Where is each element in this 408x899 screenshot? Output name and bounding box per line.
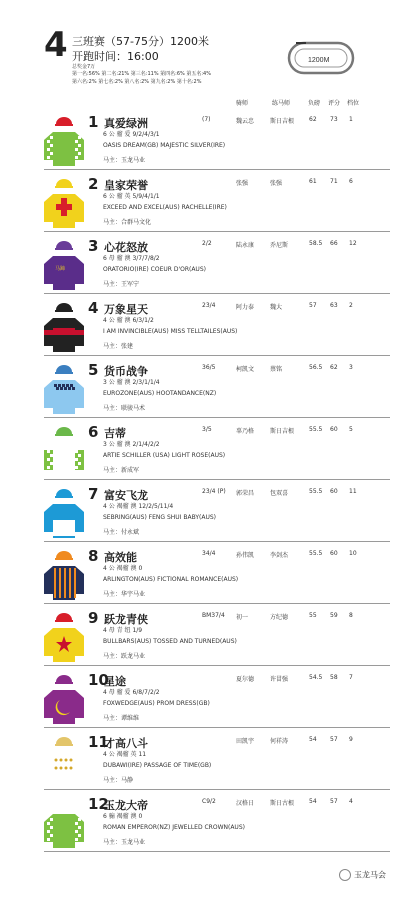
barrier-draw: 12 bbox=[349, 240, 357, 247]
row-divider bbox=[44, 417, 390, 418]
barrier-draw: 2 bbox=[349, 302, 353, 309]
horse-number: 1 bbox=[88, 113, 99, 131]
horse-rating: 60 bbox=[330, 426, 338, 433]
horse-name: 心花怒放 bbox=[104, 241, 148, 254]
horse-owner: 马主：联骏马术 bbox=[103, 405, 146, 412]
race-number: 4 bbox=[44, 25, 68, 65]
horse-odds: C9/2 bbox=[202, 798, 216, 805]
horse-entry bbox=[0, 606, 408, 666]
horse-rating: 57 bbox=[330, 798, 338, 805]
horse-number: 9 bbox=[88, 609, 99, 627]
horse-name: 跃龙青侠 bbox=[104, 613, 148, 626]
horse-odds: 23/4 (P) bbox=[202, 488, 226, 495]
horse-owner: 马主：张建 bbox=[103, 343, 134, 350]
carried-weight: 54 bbox=[309, 798, 317, 805]
horse-details: 6 公 骝 英 5/9/4/1/1 bbox=[103, 193, 160, 200]
row-divider bbox=[44, 789, 390, 790]
carried-weight: 54.5 bbox=[309, 674, 323, 681]
trainer-name: 魏大 bbox=[270, 304, 283, 311]
carried-weight: 55 bbox=[309, 612, 317, 619]
trainer-name: 何祥涛 bbox=[270, 738, 289, 745]
horse-pedigree: I AM INVINCIBLE(AUS) MISS TELLTAILES(AUS) bbox=[103, 328, 238, 335]
horse-details: 4 母 青 纽 1/9 bbox=[103, 627, 143, 634]
horse-pedigree: ARLINGTON(AUS) FICTIONAL ROMANCE(AUS) bbox=[103, 576, 239, 583]
barrier-draw: 7 bbox=[349, 674, 353, 681]
horse-owner: 马主：跃龙马业 bbox=[103, 653, 146, 660]
horse-name: 吉蒂 bbox=[104, 427, 126, 440]
trainer-name: 李剑杰 bbox=[270, 552, 289, 559]
carried-weight: 55.5 bbox=[309, 550, 323, 557]
col-trainer: 练马师 bbox=[272, 100, 291, 107]
horse-rating: 60 bbox=[330, 550, 338, 557]
horse-entry bbox=[0, 234, 408, 294]
jockey-name: 孙伟凯 bbox=[236, 552, 255, 559]
jockey-name: 魏云忠 bbox=[236, 118, 255, 125]
col-rating: 评分 bbox=[328, 100, 341, 107]
race-prize: 总奖金7万 bbox=[72, 64, 96, 70]
jockey-silks-icon bbox=[44, 730, 84, 788]
horse-odds: 2/2 bbox=[202, 240, 212, 247]
trainer-name: 斯日吉根 bbox=[270, 428, 295, 435]
horse-details: 3 公 骝 澳 2/1/4/2/2 bbox=[103, 441, 160, 448]
jockey-name: 夏尔德 bbox=[236, 676, 255, 683]
horse-entry bbox=[0, 110, 408, 170]
carried-weight: 55.5 bbox=[309, 426, 323, 433]
horse-pedigree: BULLBARS(AUS) TOSSED AND TURNED(AUS) bbox=[103, 638, 237, 645]
horse-entry bbox=[0, 730, 408, 790]
horse-entry bbox=[0, 792, 408, 852]
horse-number: 12 bbox=[88, 795, 109, 813]
barrier-draw: 6 bbox=[349, 178, 353, 185]
trainer-name: 乔尼斯 bbox=[270, 242, 289, 249]
jockey-silks-icon bbox=[44, 420, 84, 478]
barrier-draw: 11 bbox=[349, 488, 357, 495]
col-draw: 档位 bbox=[347, 100, 360, 107]
horse-rating: 59 bbox=[330, 612, 338, 619]
horse-pedigree: ROMAN EMPEROR(NZ) JEWELLED CROWN(AUS) bbox=[103, 824, 245, 831]
jockey-name: 阿力泰 bbox=[236, 304, 255, 311]
horse-odds: 36/5 bbox=[202, 364, 216, 371]
horse-number: 4 bbox=[88, 299, 99, 317]
race-header bbox=[0, 0, 408, 96]
horse-pedigree: SEBRING(AUS) FENG SHUI BABY(AUS) bbox=[103, 514, 217, 521]
prize-split bbox=[72, 70, 272, 86]
horse-entry bbox=[0, 420, 408, 480]
horse-pedigree: EXCEED AND EXCEL(AUS) RACHELLE(IRE) bbox=[103, 204, 227, 211]
horse-name: 万象星天 bbox=[104, 303, 148, 316]
horse-owner: 马主：玉龙马业 bbox=[103, 839, 146, 846]
horse-name: 皇家荣誉 bbox=[104, 179, 148, 192]
barrier-draw: 1 bbox=[349, 116, 353, 123]
jockey-name: 郭荣昌 bbox=[236, 490, 255, 497]
horse-owner: 马主：合群马文化 bbox=[103, 219, 152, 226]
horse-owner: 马主：马静 bbox=[103, 777, 134, 784]
horse-number: 10 bbox=[88, 671, 109, 689]
horse-rating: 57 bbox=[330, 736, 338, 743]
horse-rating: 60 bbox=[330, 488, 338, 495]
race-start-time: 开跑时间：16:00 bbox=[72, 50, 159, 63]
horse-name: 高效能 bbox=[104, 551, 137, 564]
jockey-silks-icon bbox=[44, 482, 84, 540]
row-divider bbox=[44, 231, 390, 232]
horse-details: 6 母 骝 澳 3/7/7/8/2 bbox=[103, 255, 160, 262]
trainer-name: 斯日古根 bbox=[270, 800, 295, 807]
horse-entry bbox=[0, 544, 408, 604]
carried-weight: 55.5 bbox=[309, 488, 323, 495]
jockey-silks-icon bbox=[44, 668, 84, 726]
watermark-text: 玉龙马会 bbox=[354, 870, 386, 880]
carried-weight: 56.5 bbox=[309, 364, 323, 371]
barrier-draw: 4 bbox=[349, 798, 353, 805]
track-diagram bbox=[286, 40, 356, 76]
horse-pedigree: ORATORIO(IRE) COEUR D'OR(AUS) bbox=[103, 266, 206, 273]
horse-details: 4 母 骝 爱 6/8/7/2/2 bbox=[103, 689, 160, 696]
horse-rating: 71 bbox=[330, 178, 338, 185]
row-divider bbox=[44, 541, 390, 542]
svg-text:马蹄: 马蹄 bbox=[55, 266, 66, 272]
horse-entry bbox=[0, 668, 408, 728]
carried-weight: 58.5 bbox=[309, 240, 323, 247]
horse-owner: 马主：付永斌 bbox=[103, 529, 140, 536]
horse-name: 星途 bbox=[104, 675, 126, 688]
horse-number: 6 bbox=[88, 423, 99, 441]
prize-split-line: 第六名:2% 第七名:2% 第八名:2% 第九名:2% 第十名:2% bbox=[72, 79, 202, 85]
horse-number: 5 bbox=[88, 361, 99, 379]
carried-weight: 57 bbox=[309, 302, 317, 309]
horse-number: 3 bbox=[88, 237, 99, 255]
horse-owner: 马主：谭维维 bbox=[103, 715, 140, 722]
horse-details: 3 公 骝 澳 2/3/1/1/4 bbox=[103, 379, 160, 386]
trainer-name: 许冒强 bbox=[270, 676, 289, 683]
horse-odds: 34/4 bbox=[202, 550, 216, 557]
carried-weight: 54 bbox=[309, 736, 317, 743]
horse-pedigree: FOXWEDGE(AUS) PROM DRESS(GB) bbox=[103, 700, 210, 707]
horse-pedigree: OASIS DREAM(GB) MAJESTIC SILVER(IRE) bbox=[103, 142, 226, 149]
trainer-name: 蔡铭 bbox=[270, 366, 283, 373]
jockey-name: 初一 bbox=[236, 614, 249, 621]
horse-name: 真爱绿洲 bbox=[104, 117, 148, 130]
col-jockey: 骑师 bbox=[236, 100, 249, 107]
horse-owner: 马主：华宇马业 bbox=[103, 591, 146, 598]
trainer-name: 包双喜 bbox=[270, 490, 289, 497]
jockey-name: 张强 bbox=[236, 180, 249, 187]
jockey-silks-icon bbox=[44, 792, 84, 850]
barrier-draw: 10 bbox=[349, 550, 357, 557]
jockey-silks-icon bbox=[44, 296, 84, 354]
trainer-name: 张强 bbox=[270, 180, 283, 187]
horse-name: 才高八斗 bbox=[104, 737, 148, 750]
carried-weight: 61 bbox=[309, 178, 317, 185]
row-divider bbox=[44, 293, 390, 294]
row-divider bbox=[44, 727, 390, 728]
horse-pedigree: DUBAWI(IRE) PASSAGE OF TIME(GB) bbox=[103, 762, 212, 769]
horse-name: 货币战争 bbox=[104, 365, 148, 378]
horse-owner: 马主：新成军 bbox=[103, 467, 140, 474]
horse-entry bbox=[0, 482, 408, 542]
col-weight: 负磅 bbox=[308, 100, 321, 107]
horse-entry bbox=[0, 358, 408, 418]
horse-pedigree: ARTIE SCHILLER (USA) LIGHT ROSE(AUS) bbox=[103, 452, 226, 459]
horse-owner: 马主：王军宁 bbox=[103, 281, 140, 288]
horse-details: 4 公 褐骝 英 11 bbox=[103, 751, 147, 758]
jockey-silks-icon bbox=[44, 172, 84, 230]
row-divider bbox=[44, 169, 390, 170]
horse-name: 玉龙大帝 bbox=[104, 799, 148, 812]
row-divider bbox=[44, 355, 390, 356]
horse-details: 6 公 骝 爱 9/2/4/3/1 bbox=[103, 131, 160, 138]
jockey-silks-icon bbox=[44, 358, 84, 416]
horse-odds: 23/4 bbox=[202, 302, 216, 309]
row-divider bbox=[44, 603, 390, 604]
jockey-name: 柯凯文 bbox=[236, 366, 255, 373]
jockey-name: 田凯宇 bbox=[236, 738, 255, 745]
horse-details: 4 公 褐骝 澳 0 bbox=[103, 565, 143, 572]
trainer-name: 方纪德 bbox=[270, 614, 289, 621]
row-divider bbox=[44, 665, 390, 666]
horse-name: 富安飞龙 bbox=[104, 489, 148, 502]
watermark bbox=[339, 869, 386, 881]
horse-details: 6 骟 褐骝 澳 0 bbox=[103, 813, 143, 820]
race-title: 三班赛（57-75分）1200米 bbox=[72, 35, 209, 48]
horse-number: 8 bbox=[88, 547, 99, 565]
jockey-silks-icon bbox=[44, 234, 84, 292]
horse-owner: 马主：玉龙马业 bbox=[103, 157, 146, 164]
jockey-name: 陆永康 bbox=[236, 242, 255, 249]
jockey-silks-icon bbox=[44, 606, 84, 664]
barrier-draw: 5 bbox=[349, 426, 353, 433]
barrier-draw: 9 bbox=[349, 736, 353, 743]
horse-details: 4 公 褐骝 澳 12/2/5/11/4 bbox=[103, 503, 174, 510]
horse-entry bbox=[0, 296, 408, 356]
horse-number: 7 bbox=[88, 485, 99, 503]
trainer-name: 斯日吉根 bbox=[270, 118, 295, 125]
wechat-icon bbox=[339, 869, 351, 881]
jockey-silks-icon bbox=[44, 544, 84, 602]
jockey-name: 辜乃格 bbox=[236, 428, 255, 435]
horse-pedigree: EUROZONE(AUS) HOOTANDANCE(NZ) bbox=[103, 390, 217, 397]
horse-odds: 3/5 bbox=[202, 426, 212, 433]
horse-number: 11 bbox=[88, 733, 109, 751]
row-divider bbox=[44, 479, 390, 480]
horse-number: 2 bbox=[88, 175, 99, 193]
carried-weight: 62 bbox=[309, 116, 317, 123]
horse-entry bbox=[0, 172, 408, 232]
barrier-draw: 3 bbox=[349, 364, 353, 371]
barrier-draw: 8 bbox=[349, 612, 353, 619]
horse-rating: 73 bbox=[330, 116, 338, 123]
horse-odds: BM37/4 bbox=[202, 612, 225, 619]
prize-split-line: 第一名:56% 第二名:21% 第三名:11% 第四名:6% 第五名:4% bbox=[72, 71, 211, 77]
jockey-silks-icon bbox=[44, 110, 84, 168]
horse-rating: 58 bbox=[330, 674, 338, 681]
horse-rating: 66 bbox=[330, 240, 338, 247]
track-distance: 1200M bbox=[308, 57, 330, 64]
horse-rating: 63 bbox=[330, 302, 338, 309]
jockey-name: 汉格日 bbox=[236, 800, 255, 807]
horse-rating: 62 bbox=[330, 364, 338, 371]
horse-odds: (7) bbox=[202, 116, 211, 123]
horse-details: 4 公 骝 澳 6/3/1/2 bbox=[103, 317, 154, 324]
row-divider bbox=[44, 851, 390, 852]
